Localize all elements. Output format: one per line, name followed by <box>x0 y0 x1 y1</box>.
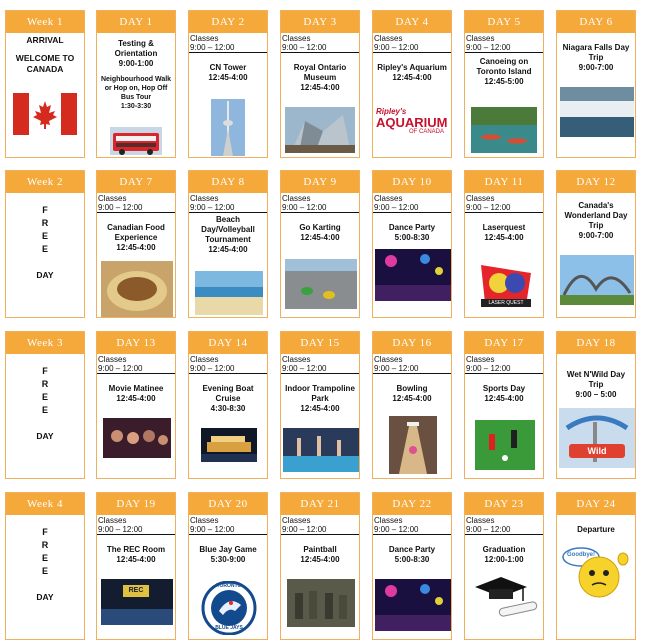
classes-time: 9:00 – 12:00 <box>466 525 511 534</box>
classes-time: 9:00 – 12:00 <box>190 525 235 534</box>
classes-label: Classes <box>466 34 495 43</box>
classes-block <box>189 354 267 374</box>
classes-block <box>373 33 451 53</box>
day-header: DAY 21 <box>281 493 359 515</box>
activity-time: 12:45-5:00 <box>484 77 524 86</box>
paintball-photo <box>287 579 355 627</box>
activity-time: 12:00-1:00 <box>484 555 524 564</box>
classes-time: 9:00 – 12:00 <box>466 364 511 373</box>
classes-label: Classes <box>98 516 127 525</box>
goodbye-bubble-text: Goodbye! <box>567 552 595 558</box>
activity-time: 12:45-4:00 <box>300 233 340 242</box>
activity-title: Departure <box>577 525 615 534</box>
day-2-cell <box>188 10 268 158</box>
classes-label: Classes <box>282 194 311 203</box>
free-letters <box>6 365 84 417</box>
activity-title: Dance Party <box>388 223 436 232</box>
day-9-cell <box>280 170 360 318</box>
classes-block <box>281 193 359 213</box>
day-20-cell <box>188 492 268 640</box>
classes-label: Classes <box>282 34 311 43</box>
classes-label: Classes <box>466 355 495 364</box>
free-day-label: DAY <box>36 270 54 280</box>
classes-label: Classes <box>374 355 403 364</box>
classes-block <box>465 354 543 374</box>
activity-title: Wet N'Wild Day Trip <box>566 370 626 389</box>
activity-time: 12:45-4:00 <box>300 83 340 92</box>
blue-jays-logo-top: TORONTO <box>216 583 242 589</box>
aquarium-logo-main: Ripley's <box>376 107 407 116</box>
classes-label: Classes <box>282 516 311 525</box>
free-letter: E <box>41 566 48 576</box>
activity-time: 5:00-8:30 <box>394 233 430 242</box>
rec-room-photo <box>101 579 173 625</box>
free-day-label: DAY <box>36 592 54 602</box>
classes-block <box>281 354 359 374</box>
classes-time: 9:00 – 12:00 <box>98 203 143 212</box>
free-letter: E <box>41 553 48 563</box>
classes-block <box>97 354 175 374</box>
aquarium-logo <box>376 107 450 143</box>
activity-time: 12:45-4:00 <box>116 555 156 564</box>
day-24-cell <box>556 492 636 640</box>
free-letter: E <box>41 244 48 254</box>
classes-label: Classes <box>466 194 495 203</box>
wonderland-photo <box>560 255 634 305</box>
activity-time: 5:30-9:00 <box>210 555 246 564</box>
activity-title: Beach Day/Volleyball Tournament <box>201 215 255 244</box>
free-letter: E <box>41 392 48 402</box>
day-8-cell <box>188 170 268 318</box>
free-letters <box>6 204 84 256</box>
activity-title: Canadian Food Experience <box>107 223 165 242</box>
wet-n-wild-sign: Wild <box>587 446 607 456</box>
classes-block <box>373 193 451 213</box>
free-letter: F <box>42 366 48 376</box>
activity-title: Blue Jay Game <box>199 545 257 554</box>
classes-block <box>281 33 359 53</box>
classes-time: 9:00 – 12:00 <box>282 525 327 534</box>
week-header: Week 2 <box>6 171 84 193</box>
day-header: DAY 6 <box>557 11 635 33</box>
activity-title: Sports Day <box>482 384 526 393</box>
classes-time: 9:00 – 12:00 <box>190 364 235 373</box>
day-header: DAY 15 <box>281 332 359 354</box>
day-17-cell <box>464 331 544 479</box>
free-letter: F <box>42 205 48 215</box>
day-18-cell <box>556 331 636 479</box>
day-10-cell <box>372 170 452 318</box>
classes-time: 9:00 – 12:00 <box>374 525 419 534</box>
activity-time: 9:00-7:00 <box>578 231 614 240</box>
activity-title: Movie Matinee <box>108 384 164 393</box>
day-21-cell <box>280 492 360 640</box>
blue-jays-logo <box>201 581 257 635</box>
day-header: DAY 12 <box>557 171 635 193</box>
day-header: DAY 1 <box>97 11 175 33</box>
free-letter: F <box>42 527 48 537</box>
classes-time: 9:00 – 12:00 <box>190 43 235 52</box>
day-header: DAY 22 <box>373 493 451 515</box>
activity-title: CN Tower <box>209 63 247 72</box>
activity-time: 9:00-7:00 <box>578 63 614 72</box>
free-day-label: DAY <box>36 431 54 441</box>
activity-title: Dance Party <box>388 545 436 554</box>
classes-label: Classes <box>374 34 403 43</box>
activity-time: 12:45-4:00 <box>484 233 524 242</box>
activity-extra-time: 1:30-3:30 <box>120 103 152 110</box>
day-11-cell <box>464 170 544 318</box>
day-13-cell <box>96 331 176 479</box>
classes-time: 9:00 – 12:00 <box>98 525 143 534</box>
classes-block <box>465 515 543 535</box>
day-header: DAY 17 <box>465 332 543 354</box>
bowling-photo <box>389 416 437 474</box>
classes-block <box>373 515 451 535</box>
day-header: DAY 3 <box>281 11 359 33</box>
free-letters <box>6 526 84 578</box>
activity-time: 5:00-8:30 <box>394 555 430 564</box>
day-header: DAY 11 <box>465 171 543 193</box>
museum-photo <box>285 107 355 153</box>
classes-block <box>97 515 175 535</box>
day-header: DAY 14 <box>189 332 267 354</box>
day-6-cell <box>556 10 636 158</box>
laserquest-logo <box>477 259 535 309</box>
arrival-title: ARRIVAL <box>26 35 64 45</box>
classes-label: Classes <box>282 355 311 364</box>
free-letter: E <box>41 231 48 241</box>
canada-flag-icon <box>13 93 77 135</box>
go-karting-photo <box>285 259 357 309</box>
classes-time: 9:00 – 12:00 <box>374 203 419 212</box>
classes-time: 9:00 – 12:00 <box>466 43 511 52</box>
day-header: DAY 8 <box>189 171 267 193</box>
activity-time: 9:00-1:00 <box>118 59 154 68</box>
activity-time: 12:45-4:00 <box>300 555 340 564</box>
day-12-cell <box>556 170 636 318</box>
activity-title: Ripley's Aquarium <box>377 63 447 72</box>
activity-time: 12:45-4:00 <box>484 394 524 403</box>
classes-block <box>189 33 267 53</box>
tour-bus-photo <box>110 127 162 155</box>
activity-title: Laserquest <box>482 223 526 232</box>
day-header: DAY 2 <box>189 11 267 33</box>
free-letter: E <box>41 405 48 415</box>
classes-block <box>465 33 543 53</box>
classes-label: Classes <box>190 355 219 364</box>
activity-time: 12:45-4:00 <box>208 73 248 82</box>
activity-time: 4:30-8:30 <box>210 404 246 413</box>
classes-time: 9:00 – 12:00 <box>282 203 327 212</box>
wet-n-wild-photo <box>559 408 635 468</box>
niagara-falls-photo <box>560 87 634 137</box>
day-4-cell <box>372 10 452 158</box>
week-2-cell <box>5 170 85 318</box>
day-header: DAY 20 <box>189 493 267 515</box>
day-header: DAY 19 <box>97 493 175 515</box>
cn-tower-photo <box>211 99 245 156</box>
classes-block <box>97 193 175 213</box>
classes-time: 9:00 – 12:00 <box>282 364 327 373</box>
classes-label: Classes <box>190 34 219 43</box>
day-header: DAY 23 <box>465 493 543 515</box>
activity-title: Bowling <box>396 384 428 393</box>
activity-title: Royal Ontario Museum <box>293 63 347 82</box>
classes-block <box>373 354 451 374</box>
week-header: Week 3 <box>6 332 84 354</box>
free-letter: R <box>41 218 49 228</box>
week-1-cell <box>5 10 85 158</box>
dance-party-photo <box>375 249 451 301</box>
activity-time: 12:45-4:00 <box>392 394 432 403</box>
aquarium-logo-tail: OF CANADA <box>408 129 444 135</box>
day-header: DAY 10 <box>373 171 451 193</box>
activity-title: Indoor Trampoline Park <box>285 384 355 403</box>
day-5-cell <box>464 10 544 158</box>
activity-time: 12:45-4:00 <box>116 394 156 403</box>
laserquest-logo-text: LASER QUEST <box>488 300 524 306</box>
free-letter: R <box>41 379 49 389</box>
day-7-cell <box>96 170 176 318</box>
sports-day-photo <box>475 420 535 470</box>
canoe-photo <box>471 107 537 153</box>
classes-label: Classes <box>98 194 127 203</box>
classes-time: 9:00 – 12:00 <box>374 43 419 52</box>
movie-photo <box>103 418 171 458</box>
blue-jays-logo-bottom: BLUE JAYS <box>215 625 243 631</box>
free-letter: R <box>41 540 49 550</box>
activity-title: Paintball <box>303 545 337 554</box>
classes-time: 9:00 – 12:00 <box>190 203 235 212</box>
week-3-cell <box>5 331 85 479</box>
day-1-cell <box>96 10 176 158</box>
activity-time: 12:45-4:00 <box>300 404 340 413</box>
day-header: DAY 16 <box>373 332 451 354</box>
beach-photo <box>195 271 263 315</box>
day-22-cell <box>372 492 452 640</box>
day-header: DAY 18 <box>557 332 635 354</box>
classes-time: 9:00 – 12:00 <box>466 203 511 212</box>
day-19-cell <box>96 492 176 640</box>
day-header: DAY 4 <box>373 11 451 33</box>
classes-label: Classes <box>374 194 403 203</box>
day-14-cell <box>188 331 268 479</box>
activity-title: Go Karting <box>299 223 341 232</box>
classes-time: 9:00 – 12:00 <box>98 364 143 373</box>
day-3-cell <box>280 10 360 158</box>
classes-label: Classes <box>190 516 219 525</box>
classes-label: Classes <box>98 355 127 364</box>
welcome-text: WELCOME TO CANADA <box>15 53 75 74</box>
activity-time: 9:00 – 5:00 <box>575 390 617 399</box>
classes-label: Classes <box>374 516 403 525</box>
week-header: Week 4 <box>6 493 84 515</box>
classes-time: 9:00 – 12:00 <box>374 364 419 373</box>
week-4-cell <box>5 492 85 640</box>
activity-time: 12:45-4:00 <box>116 243 156 252</box>
classes-label: Classes <box>190 194 219 203</box>
day-16-cell <box>372 331 452 479</box>
dance-party-photo <box>375 579 451 631</box>
activity-title: Niagara Falls Day Trip <box>562 43 630 62</box>
day-header: DAY 24 <box>557 493 635 515</box>
poutine-photo <box>101 261 173 317</box>
classes-block <box>281 515 359 535</box>
day-header: DAY 9 <box>281 171 359 193</box>
day-15-cell <box>280 331 360 479</box>
trampoline-photo <box>283 428 359 472</box>
classes-time: 9:00 – 12:00 <box>282 43 327 52</box>
activity-time: 12:45-4:00 <box>392 73 432 82</box>
classes-label: Classes <box>466 516 495 525</box>
week-header: Week 1 <box>6 11 84 33</box>
classes-block <box>189 515 267 535</box>
classes-block <box>465 193 543 213</box>
activity-title: Evening Boat Cruise <box>202 384 254 403</box>
day-23-cell <box>464 492 544 640</box>
activity-extra: Neighbourhood Walk or Hop on, Hop Off Bus Tour <box>100 76 172 101</box>
day-header: DAY 7 <box>97 171 175 193</box>
graduation-cap-icon <box>471 573 541 625</box>
activity-title: Graduation <box>482 545 526 554</box>
activity-title: The REC Room <box>106 545 166 554</box>
rec-room-sign: REC <box>128 587 144 594</box>
day-header: DAY 5 <box>465 11 543 33</box>
activity-title: Canada's Wonderland Day Trip <box>564 201 628 230</box>
activity-title: Testing & Orientation <box>114 39 158 58</box>
classes-block <box>189 193 267 213</box>
goodbye-emoji-icon <box>559 543 635 603</box>
day-header: DAY 13 <box>97 332 175 354</box>
activity-time: 12:45-4:00 <box>208 245 248 254</box>
activity-title: Canoeing on Toronto Island <box>476 57 532 76</box>
aquarium-logo-sub: AQUARIUM <box>376 115 448 130</box>
boat-cruise-photo <box>201 428 257 462</box>
